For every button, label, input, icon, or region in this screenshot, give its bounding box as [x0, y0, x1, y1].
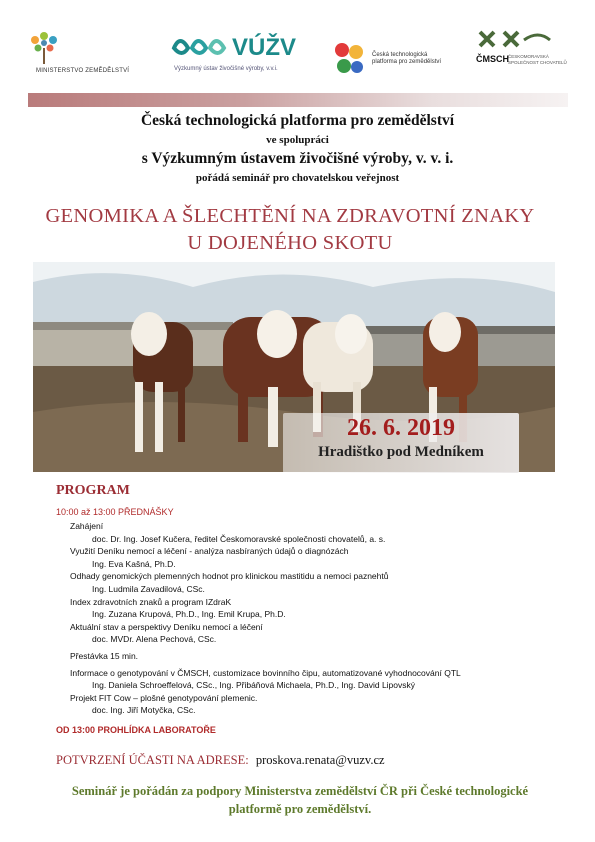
program-section [56, 483, 576, 738]
program-item-title: Využití Deníku nemocí a léčení - analýza nasbíraných údajů o diagnózách [70, 546, 349, 557]
cmsch-logo-abbr: ČMSCH [476, 54, 509, 64]
program-item [56, 621, 576, 646]
program-item [56, 570, 576, 595]
event-date-box [283, 413, 519, 473]
program-item [56, 520, 576, 545]
ministerstvo-logo-text: MINISTERSTVO ZEMĚDĚLSTVÍ [36, 68, 130, 74]
seminar-title-line-2: U DOJENÉHO SKOTU [187, 232, 393, 254]
vuzv-logo-name: VÚŽV [232, 34, 297, 61]
program-item-title: Zahájení [70, 521, 104, 531]
logo-row [0, 0, 595, 88]
program-item [56, 692, 576, 717]
cow-1 [131, 312, 193, 452]
tree-icon [26, 28, 62, 66]
footer-line-1: Seminář je pořádán za podpory Ministerstva zemědělství ČR při České technologické [71, 784, 529, 798]
ctp-logo-text: Česká technologická platforma pro zemědělství [372, 52, 442, 65]
program-item [56, 545, 576, 570]
seminar-line: pořádá seminář pro chovatelskou veřejnost [195, 172, 400, 184]
vuzv-logo [170, 30, 310, 80]
program-item [56, 596, 576, 621]
cmsch-horns-icon [474, 28, 554, 50]
event-place: Hradištko pod Medníkem [318, 444, 484, 460]
intro-block [0, 110, 595, 186]
program-item-title: Informace o genotypování v ČMSCH, customizace bovinního čipu, automatizované vyhodnocování QTL [70, 667, 461, 678]
seminar-title [40, 203, 540, 257]
vuzv-swirl-icon [170, 30, 234, 64]
vuzv-logo-tagline: Výzkumný ústav živočišné výroby, v.v.i. [174, 66, 278, 72]
event-date: 26. 6. 2019 [347, 415, 455, 441]
cooperation-line: ve spolupráci [266, 134, 329, 146]
contact-email-link[interactable]: proskova.renata@vuzv.cz [255, 753, 385, 767]
confirmation-label: POTVRZENÍ ÚČASTI NA ADRESE: [56, 753, 249, 767]
footer-line-2: platformě pro zemědělství. [228, 802, 372, 816]
attendance-confirmation [56, 753, 385, 768]
cmsch-logo-full: ČESKOMORAVSKÁ SPOLEČNOST CHOVATELŮ [508, 54, 567, 65]
partner-line: s Výzkumným ústavem živočišné výroby, v. v. i. [141, 150, 454, 167]
ctp-logo [330, 40, 460, 80]
program-item-speaker: Ing. Ludmila Zavadilová, CSc. [92, 583, 205, 594]
program-item-speaker: Ing. Daniela Schroeffelová, CSc., Ing. Přibáňová Michaela, Ph.D., Ing. David Lipovský [92, 680, 416, 691]
lectures-time: 10:00 až 13:00 PŘEDNÁŠKY [56, 507, 174, 517]
program-item-title: Odhady genomických plemenných hodnot pro klinickou mastitidu a nemoci paznehtů [70, 571, 389, 582]
support-footer [60, 782, 540, 818]
ctp-circles-icon [330, 40, 368, 78]
program-item-title: Aktuální stav a perspektivy Deníku nemocí a léčení [70, 621, 263, 632]
break-label: Přestávka 15 min. [70, 650, 139, 661]
organizer-line: Česká technologická platforma pro zemědělství [140, 112, 455, 129]
program-item-speaker: doc. MVDr. Alena Pechová, CSc. [92, 634, 217, 645]
program-item-speaker: Ing. Eva Kašná, Ph.D. [92, 558, 176, 569]
program-item-title: Index zdravotních znaků a program IZdraK [70, 596, 232, 607]
seminar-title-line-1: GENOMIKA A ŠLECHTĚNÍ NA ZDRAVOTNÍ ZNAKY [45, 205, 535, 227]
ministerstvo-logo [26, 28, 146, 78]
program-heading: PROGRAM [56, 483, 130, 498]
program-item-speaker: doc. Dr. Ing. Josef Kučera, ředitel Českomoravské společnosti chovatelů, a. s. [92, 533, 386, 544]
program-item-speaker: doc. Ing. Jiří Motyčka, CSc. [92, 705, 196, 716]
cmsch-logo [474, 28, 574, 84]
program-item-title: Projekt FIT Cow – plošné genotypování plemenic. [70, 692, 258, 703]
program-item-speaker: Ing. Zuzana Krupová, Ph.D., Ing. Emil Krupa, Ph.D. [92, 609, 286, 620]
program-item [56, 667, 576, 692]
header-divider-bar [28, 93, 568, 107]
lab-tour-time: OD 13:00 PROHLÍDKA LABORATOŘE [56, 724, 216, 735]
